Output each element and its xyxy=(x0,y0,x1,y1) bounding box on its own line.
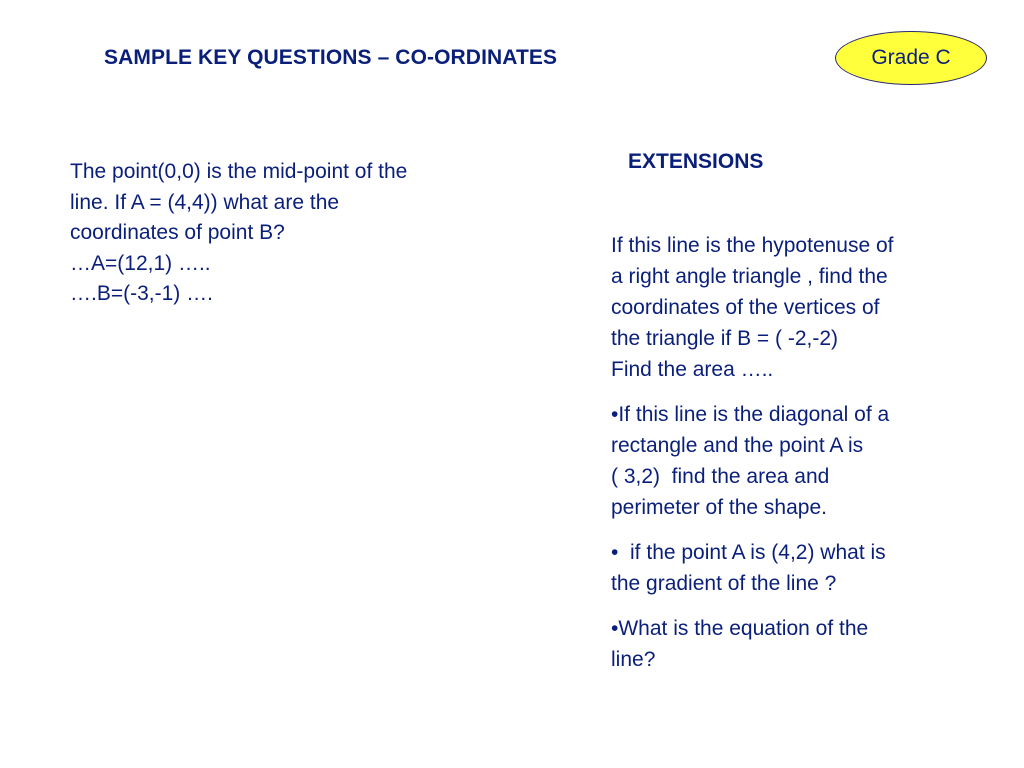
slide-title: SAMPLE KEY QUESTIONS – CO-ORDINATES xyxy=(104,46,558,69)
extension-hypotenuse xyxy=(611,230,971,385)
extension-line: •What is the equation of the xyxy=(611,617,869,640)
extension-line: line? xyxy=(611,648,656,671)
extensions-list xyxy=(611,230,971,689)
grade-badge xyxy=(835,31,987,85)
question-line: coordinates of point B? xyxy=(70,221,285,244)
extension-line: •If this line is the diagonal of a xyxy=(611,403,890,426)
extensions-heading: EXTENSIONS xyxy=(628,150,764,173)
extension-line: rectangle and the point A is xyxy=(611,434,864,457)
extension-line: If this line is the hypotenuse of xyxy=(611,234,894,257)
answer-line-b: ….B=(-3,-1) …. xyxy=(70,282,213,305)
extension-line: coordinates of the vertices of xyxy=(611,296,880,319)
question-line: The point(0,0) is the mid-point of the xyxy=(70,160,408,183)
extension-rectangle xyxy=(611,399,971,523)
extension-line: • if the point A is (4,2) what is xyxy=(611,541,886,564)
main-question xyxy=(70,157,500,310)
extension-line: perimeter of the shape. xyxy=(611,496,827,519)
extension-line: the gradient of the line ? xyxy=(611,572,837,595)
extension-line: ( 3,2) find the area and xyxy=(611,465,830,488)
extension-gradient xyxy=(611,537,971,599)
question-line: line. If A = (4,4)) what are the xyxy=(70,190,340,214)
extension-line: the triangle if B = ( -2,-2) xyxy=(611,327,839,350)
extension-line: Find the area ….. xyxy=(611,358,774,381)
extension-equation xyxy=(611,613,971,675)
grade-badge-label: Grade C xyxy=(871,46,951,69)
answer-line-a: …A=(12,1) ….. xyxy=(70,251,211,275)
extension-line: a right angle triangle , find the xyxy=(611,265,888,288)
